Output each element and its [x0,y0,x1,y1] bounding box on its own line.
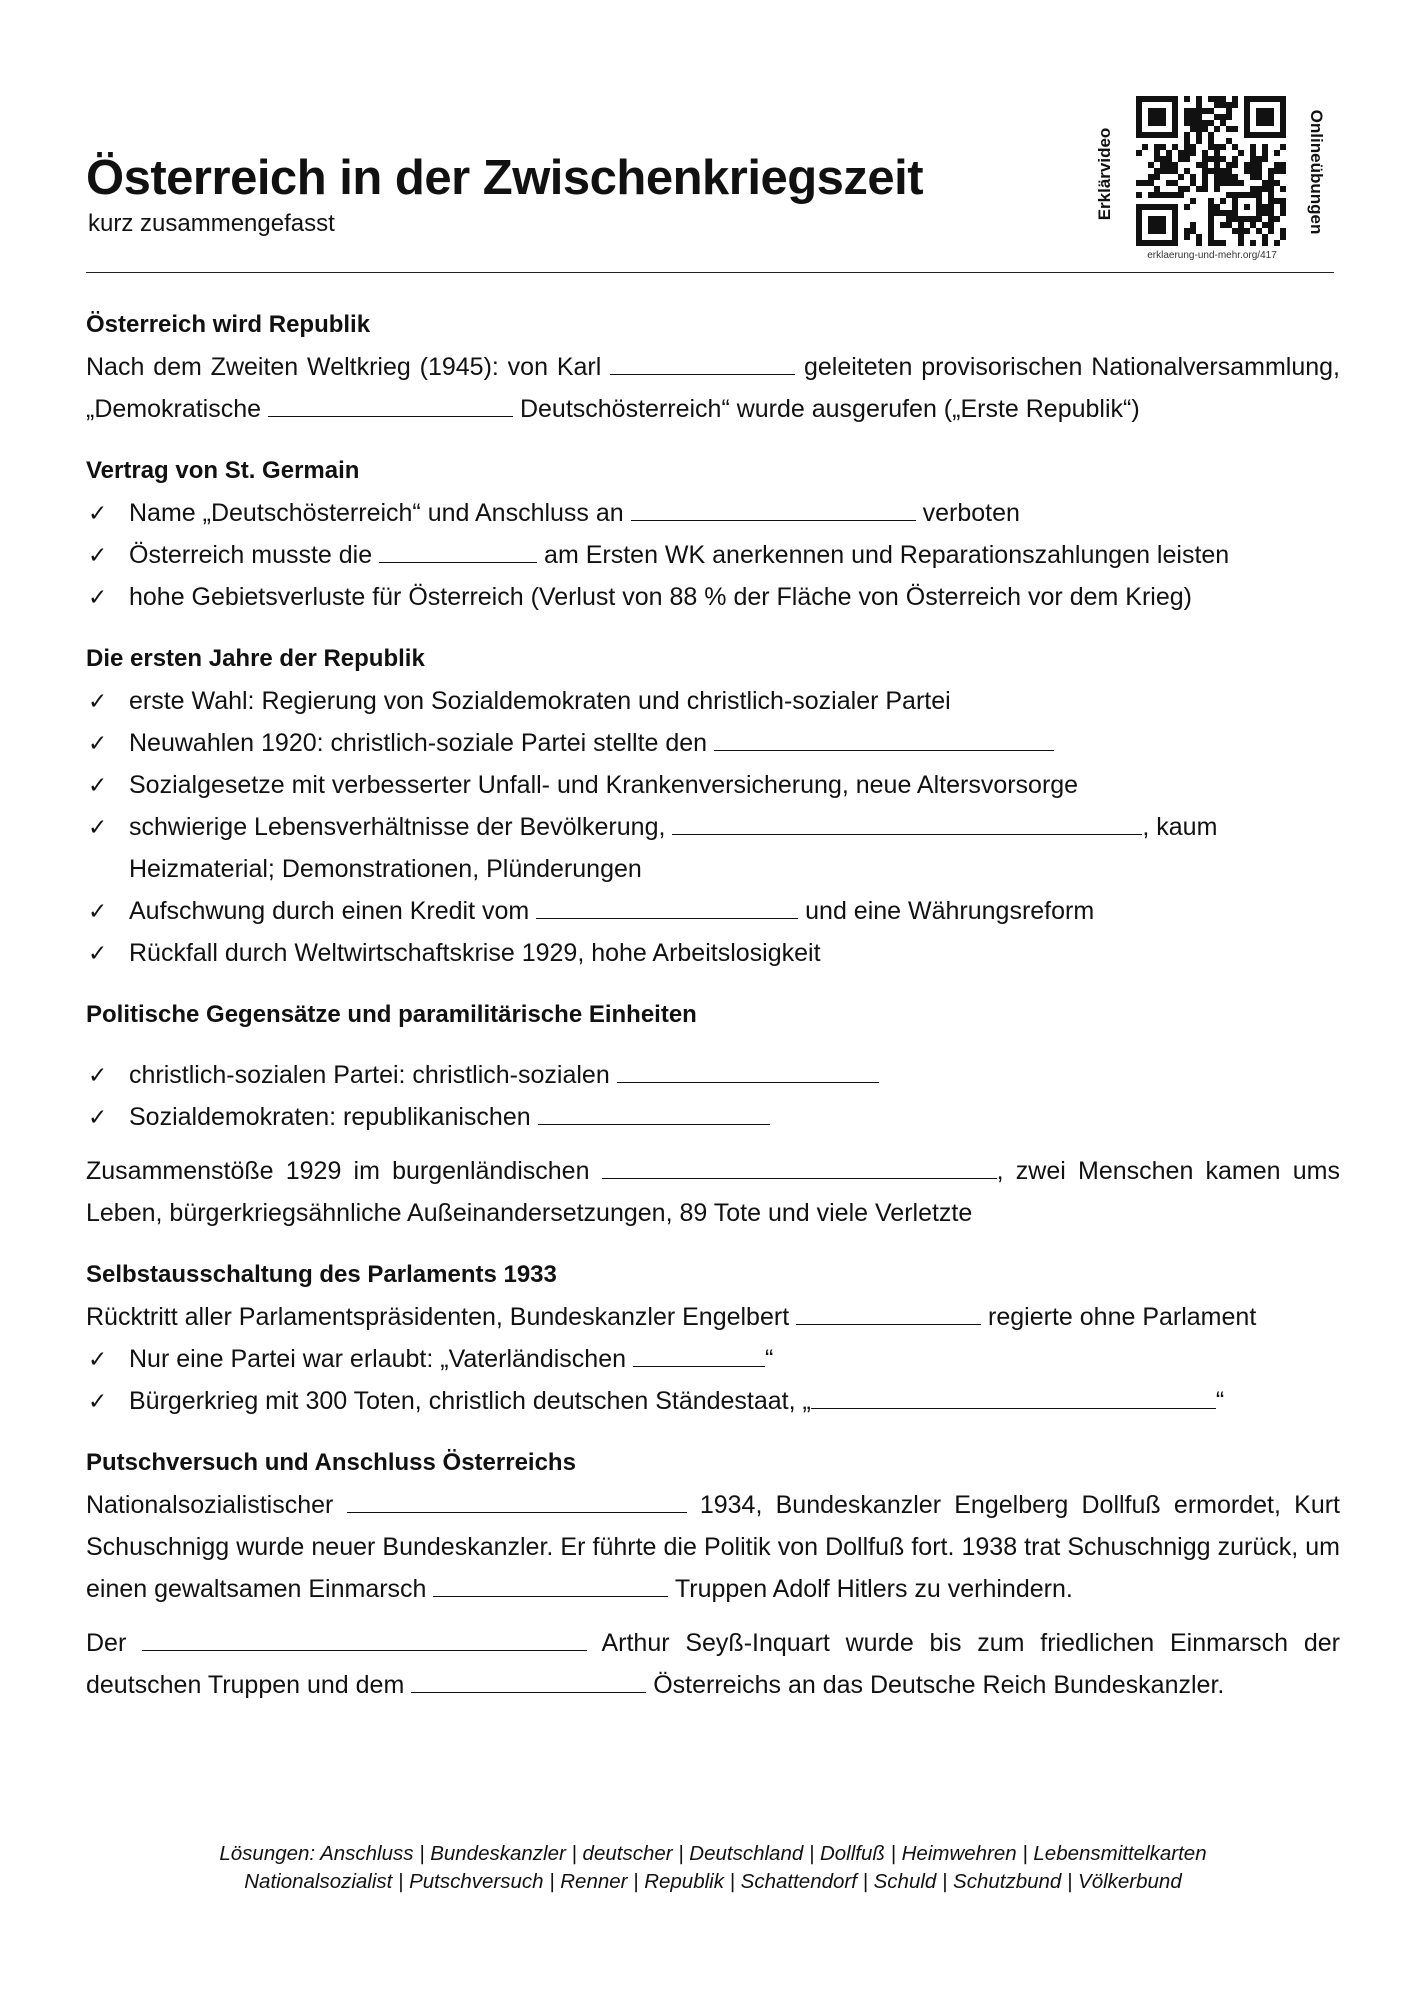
list-item [86,806,1340,890]
text-fragment: verboten [922,499,1020,527]
header-divider [86,272,1334,273]
text-fragment: Österreichs an das Deutsche Reich Bundeskanzler. [653,1671,1225,1699]
blank-field[interactable] [538,1102,770,1125]
text-fragment: “ [764,1345,774,1373]
checkmark-icon: ✓ [88,772,108,798]
qr-caption: erklaerung-und-mehr.org/417 [1147,250,1277,261]
text-fragment: Neuwahlen 1920: christlich-soziale Partei stellte den [129,729,708,757]
page-subtitle: kurz zusammengefasst [88,210,335,237]
section-text [86,1622,1340,1706]
qr-code-icon[interactable] [1136,96,1286,246]
list-item [86,764,1340,806]
section-heading: Putschversuch und Anschluss Österreichs [86,1449,576,1476]
checkmark-icon: ✓ [88,730,108,756]
section-first-years [86,638,1340,974]
text-fragment: erste Wahl: Regierung von Sozialdemokraten und christlich-sozialer Partei [129,687,951,715]
text-fragment: , zwei Menschen kamen ums Leben, bürgerkriegsähnliche Außeinandersetzungen, 89 Tote und viele Verletzte [86,1157,1340,1227]
section-parliament-1933 [86,1254,1340,1422]
checkmark-icon: ✓ [88,1346,108,1372]
checkmark-icon: ✓ [88,688,108,714]
list-item [86,722,1340,764]
section-st-germain [86,450,1340,618]
list-item [86,680,1340,722]
solutions-line: Lösungen: Anschluss | Bundeskanzler | deutscher | Deutschland | Dollfuß | Heimwehren | Lebensmittelkarten [219,1842,1207,1865]
text-fragment: geleiteten provisorischen Nationalversammlung, „Demokratische [86,353,1340,423]
blank-field[interactable] [631,498,916,521]
text-fragment: Der [86,1629,127,1657]
checkmark-icon: ✓ [88,940,108,966]
text-fragment: Österreich musste die [129,541,373,569]
checkmark-icon: ✓ [88,542,108,568]
text-fragment: Nur eine Partei war erlaubt: „Vaterländischen [129,1345,627,1373]
text-fragment: regierte ohne Parlament [988,1303,1257,1331]
page-title: Österreich in der Zwischenkriegszeit [86,151,924,205]
text-fragment: Rückfall durch Weltwirtschaftskrise 1929, hohe Arbeitslosigkeit [129,939,821,967]
section-heading: Selbstausschaltung des Parlaments 1933 [86,1261,557,1288]
text-fragment: Arthur Seyß-Inquart wurde bis zum friedlichen Einmarsch der deutschen Truppen und dem [86,1629,1340,1699]
section-text [86,346,1340,430]
list-item [86,576,1340,618]
text-fragment: hohe Gebietsverluste für Österreich (Verlust von 88 % der Fläche von Österreich vor dem Krieg) [129,583,1192,611]
section-text [86,1296,1340,1338]
text-fragment: “ [1215,1387,1225,1415]
blank-field[interactable] [796,1302,981,1325]
checkmark-icon: ✓ [88,814,108,840]
list-item [86,932,1340,974]
list-item [86,1096,1340,1138]
text-fragment: Nationalsozialistischer [86,1491,334,1519]
blank-field[interactable] [347,1490,687,1513]
blank-field[interactable] [602,1156,997,1179]
checkmark-icon: ✓ [88,1062,108,1088]
section-political-contrasts [86,994,1340,1234]
blank-field[interactable] [714,728,1054,751]
blank-field[interactable] [379,540,537,563]
text-fragment: am Ersten WK anerkennen und Reparationszahlungen leisten [544,541,1230,569]
solutions-box [86,1840,1340,1896]
checkmark-icon: ✓ [88,898,108,924]
blank-field[interactable] [142,1628,587,1651]
list-item [86,1338,1340,1380]
text-fragment: 1934, Bundeskanzler Engelberg Dollfuß ermordet, Kurt Schuschnigg wurde neuer Bundeskanzler. Er führte die Politik von Dollfuß fort. 1938 trat Schuschnigg zurück, um einen gewaltsamen Einmarsch [86,1491,1340,1603]
checklist [86,1338,1340,1422]
text-fragment: Deutschösterreich“ wurde ausgerufen („Erste Republik“) [519,395,1140,423]
exercises-label: Onlineübungen [1307,109,1326,235]
section-heading: Vertrag von St. Germain [86,457,360,484]
section-text [86,1484,1340,1610]
worksheet-content [86,304,1340,1726]
blank-field[interactable] [268,394,513,417]
checkmark-icon: ✓ [88,584,108,610]
blank-field[interactable] [411,1670,646,1693]
checklist [86,680,1340,974]
section-heading: Politische Gegensätze und paramilitärische Einheiten [86,1001,697,1028]
section-putsch-anschluss [86,1442,1340,1706]
text-fragment: schwierige Lebensverhältnisse der Bevölkerung, [129,813,666,841]
text-fragment: Nach dem Zweiten Weltkrieg (1945): von Karl [86,353,602,381]
video-label: Erklärvideo [1095,127,1114,221]
checkmark-icon: ✓ [88,1104,108,1130]
blank-field[interactable] [536,896,798,919]
text-fragment: Name „Deutschösterreich“ und Anschluss an [129,499,624,527]
list-item [86,534,1340,576]
text-fragment: Sozialgesetze mit verbesserter Unfall- und Krankenversicherung, neue Altersvorsorge [129,771,1079,799]
section-republic [86,304,1340,430]
checkmark-icon: ✓ [88,1388,108,1414]
section-text [86,1150,1340,1234]
checklist [86,492,1340,618]
text-fragment: Zusammenstöße 1929 im burgenländischen [86,1157,590,1185]
solutions-line: Nationalsozialist | Putschversuch | Renner | Republik | Schattendorf | Schuld | Schutzbund | Völkerbund [244,1870,1182,1893]
blank-field[interactable] [672,812,1142,835]
blank-field[interactable] [610,352,795,375]
blank-field[interactable] [633,1344,765,1367]
text-fragment: , kaum Heizmaterial; Demonstrationen, Plünderungen [129,813,1218,883]
text-fragment: Sozialdemokraten: republikanischen [129,1103,531,1131]
section-heading: Österreich wird Republik [86,311,371,338]
blank-field[interactable] [811,1386,1216,1409]
list-item [86,1054,1340,1096]
list-item [86,1380,1340,1422]
text-fragment: Aufschwung durch einen Kredit vom [129,897,530,925]
section-heading: Die ersten Jahre der Republik [86,645,425,672]
text-fragment: Rücktritt aller Parlamentspräsidenten, Bundeskanzler Engelbert [86,1303,790,1331]
text-fragment: Bürgerkrieg mit 300 Toten, christlich deutschen Ständestaat, „ [129,1387,811,1415]
list-item [86,890,1340,932]
checklist [86,1054,1340,1138]
text-fragment: christlich-sozialen Partei: christlich-sozialen [129,1061,610,1089]
checkmark-icon: ✓ [88,500,108,526]
blank-field[interactable] [433,1574,668,1597]
text-fragment: Truppen Adolf Hitlers zu verhindern. [674,1575,1073,1603]
blank-field[interactable] [617,1060,879,1083]
list-item [86,492,1340,534]
text-fragment: und eine Währungsreform [805,897,1095,925]
